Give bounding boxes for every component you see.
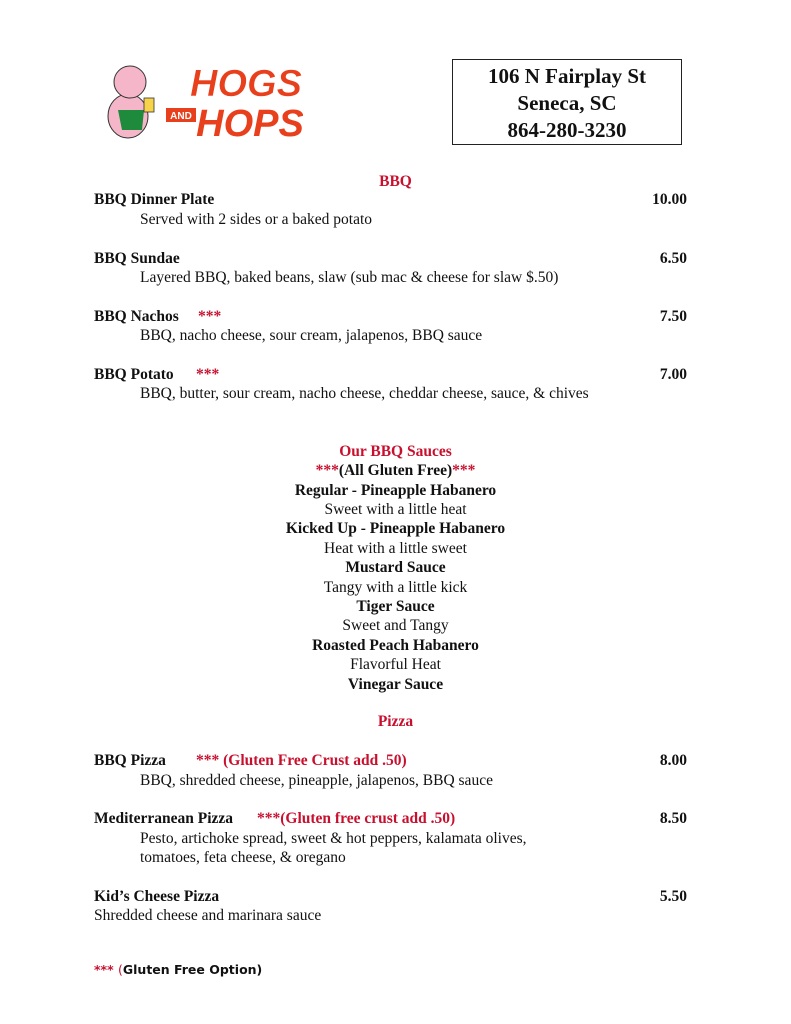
sauce-name: Regular - Pineapple Habanero <box>294 482 497 499</box>
item-price: 7.00 <box>659 366 687 383</box>
item-desc: BBQ, shredded cheese, pineapple, jalapenos, BBQ sauce <box>140 772 493 789</box>
stars: *** <box>452 462 476 479</box>
stars: *** <box>315 462 339 479</box>
bbq-heading: BBQ <box>379 173 412 190</box>
item-name: BBQ Dinner Plate <box>94 191 215 208</box>
gluten-free-legend <box>94 960 262 980</box>
stars: *** <box>94 962 114 977</box>
svg-text:HOGS: HOGS <box>190 63 302 105</box>
address-box <box>452 59 682 145</box>
pizza-heading: Pizza <box>377 713 414 730</box>
item-desc: BBQ, nacho cheese, sour cream, jalapenos, BBQ sauce <box>140 327 483 344</box>
sauce-name: Mustard Sauce <box>345 559 446 576</box>
phone: 864-280-3230 <box>507 118 627 142</box>
city: Seneca, SC <box>517 91 617 115</box>
sauce-name: Tiger Sauce <box>356 598 435 615</box>
item-desc: Layered BBQ, baked beans, slaw (sub mac & cheese for slaw $.50) <box>140 269 559 286</box>
sauce-name: Kicked Up - Pineapple Habanero <box>285 520 506 537</box>
sauce-name: Roasted Peach Habanero <box>312 637 479 654</box>
item-name: Mediterranean Pizza <box>94 810 234 827</box>
svg-text:AND: AND <box>170 111 192 122</box>
item-price: 8.00 <box>659 752 687 769</box>
item-price: 6.50 <box>659 250 687 267</box>
sauce-desc: Flavorful Heat <box>350 656 441 673</box>
paren: ( <box>117 962 123 977</box>
item-desc: BBQ, butter, sour cream, nacho cheese, cheddar cheese, sauce, & chives <box>140 385 589 402</box>
gluten-free-note: *** (Gluten Free Crust add .50) <box>196 752 407 769</box>
item-name: BBQ Potato <box>94 366 174 383</box>
gluten-free-note: ***(Gluten free crust add .50) <box>257 810 456 827</box>
item-price: 8.50 <box>659 810 687 827</box>
item-name: Kid’s Cheese Pizza <box>94 888 220 905</box>
sauce-desc: Sweet with a little heat <box>324 501 467 518</box>
sauces-gluten-free-note <box>0 461 791 481</box>
item-name: BBQ Sundae <box>94 250 180 267</box>
item-desc-line2: tomatoes, feta cheese, & oregano <box>140 849 346 866</box>
item-desc: Pesto, artichoke spread, sweet & hot peppers, kalamata olives, <box>140 830 527 847</box>
legend-text: Gluten Free Option) <box>122 962 263 977</box>
item-name: BBQ Nachos <box>94 308 179 325</box>
sauce-desc: Sweet and Tangy <box>342 617 449 634</box>
gluten-free-stars: *** <box>198 308 222 325</box>
gluten-free-stars: *** <box>196 366 220 383</box>
item-price: 5.50 <box>659 888 687 905</box>
street: 106 N Fairplay St <box>487 64 647 88</box>
sauce-desc: Heat with a little sweet <box>324 540 467 557</box>
sauce-desc: Tangy with a little kick <box>323 579 468 596</box>
sauces-heading: Our BBQ Sauces <box>339 443 452 460</box>
svg-text:HOPS: HOPS <box>196 103 303 143</box>
gf-text: (All Gluten Free) <box>338 462 453 479</box>
item-desc: Shredded cheese and marinara sauce <box>94 907 322 924</box>
item-price: 7.50 <box>659 308 687 325</box>
item-name: BBQ Pizza <box>94 752 166 769</box>
hogs-and-hops-logo <box>98 58 303 143</box>
item-desc: Served with 2 sides or a baked potato <box>140 211 373 228</box>
sauce-name: Vinegar Sauce <box>347 676 444 693</box>
item-price: 10.00 <box>652 191 687 208</box>
